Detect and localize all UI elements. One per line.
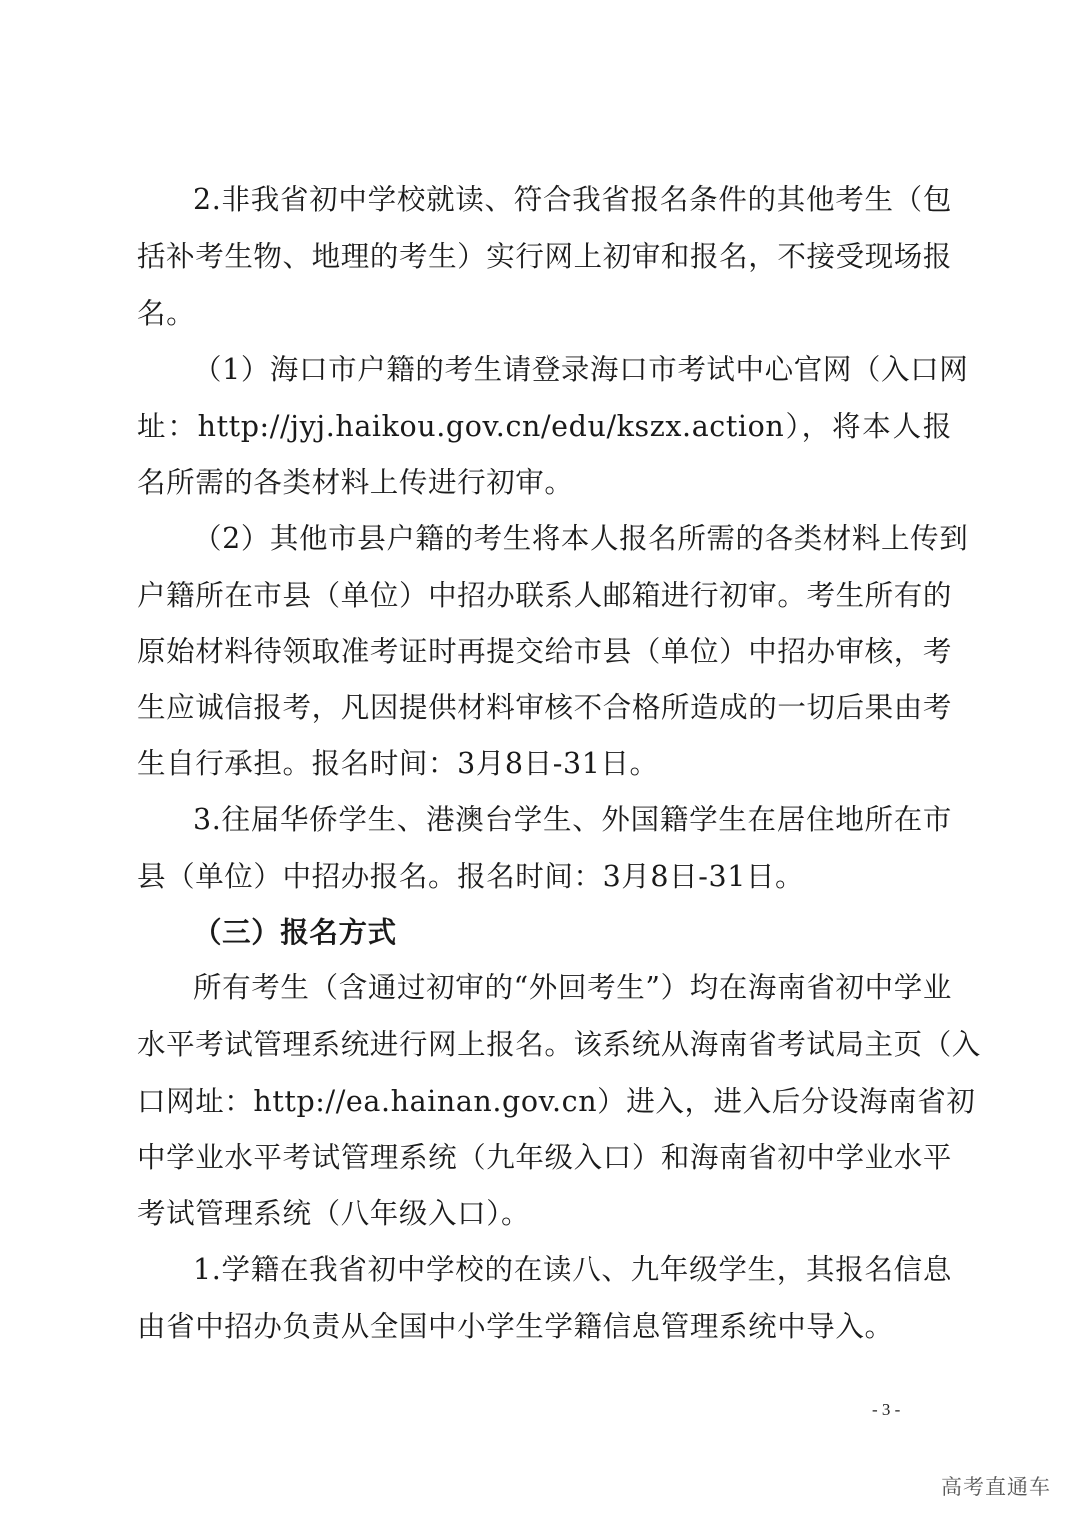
paragraph-line: 所有考生（含通过初审的“外回考生”）均在海南省初中学业 [193, 971, 952, 1004]
paragraph-line: （2）其他市县户籍的考生将本人报名所需的各类材料上传到 [193, 522, 969, 555]
paragraph-line: 县（单位）中招办报名。报名时间：3月8日-31日。 [137, 860, 805, 893]
paragraph-line: （1）海口市户籍的考生请登录海口市考试中心官网（入口网 [193, 353, 969, 386]
watermark-label: 高考直通车 [941, 1475, 1051, 1499]
paragraph-line: 水平考试管理系统进行网上报名。该系统从海南省考试局主页（入 [137, 1028, 981, 1061]
paragraph-line: 考试管理系统（八年级入口）。 [137, 1197, 531, 1230]
page-number: - 3 - [872, 1400, 901, 1419]
paragraph-line: 名所需的各类材料上传进行初审。 [137, 466, 574, 499]
paragraph-line: 括补考生物、地理的考生）实行网上初审和报名，不接受现场报 [137, 240, 952, 273]
paragraph-line: 生应诚信报考，凡因提供材料审核不合格所造成的一切后果由考 [137, 691, 952, 724]
paragraph-line: 1.学籍在我省初中学校的在读八、九年级学生，其报名信息 [193, 1253, 952, 1286]
paragraph-line: 由省中招办负责从全国中小学生学籍信息管理系统中导入。 [137, 1310, 894, 1343]
paragraph-line: 址：http://jyj.haikou.gov.cn/edu/kszx.action），将本人报 [137, 410, 952, 443]
paragraph-line: 3.往届华侨学生、港澳台学生、外国籍学生在居住地所在市 [193, 803, 952, 836]
paragraph-line: 口网址：http://ea.hainan.gov.cn）进入，进入后分设海南省初 [137, 1085, 976, 1118]
section-heading: （三）报名方式 [193, 915, 397, 949]
paragraph-line: 中学业水平考试管理系统（九年级入口）和海南省初中学业水平 [137, 1141, 952, 1174]
paragraph-line: 名。 [137, 297, 196, 330]
paragraph-line: 2.非我省初中学校就读、符合我省报名条件的其他考生（包 [193, 183, 952, 216]
paragraph-line: 生自行承担。报名时间：3月8日-31日。 [137, 747, 659, 780]
paragraph-line: 原始材料待领取准考证时再提交给市县（单位）中招办审核，考 [137, 635, 952, 668]
paragraph-line: 户籍所在市县（单位）中招办联系人邮箱进行初审。考生所有的 [137, 579, 952, 612]
